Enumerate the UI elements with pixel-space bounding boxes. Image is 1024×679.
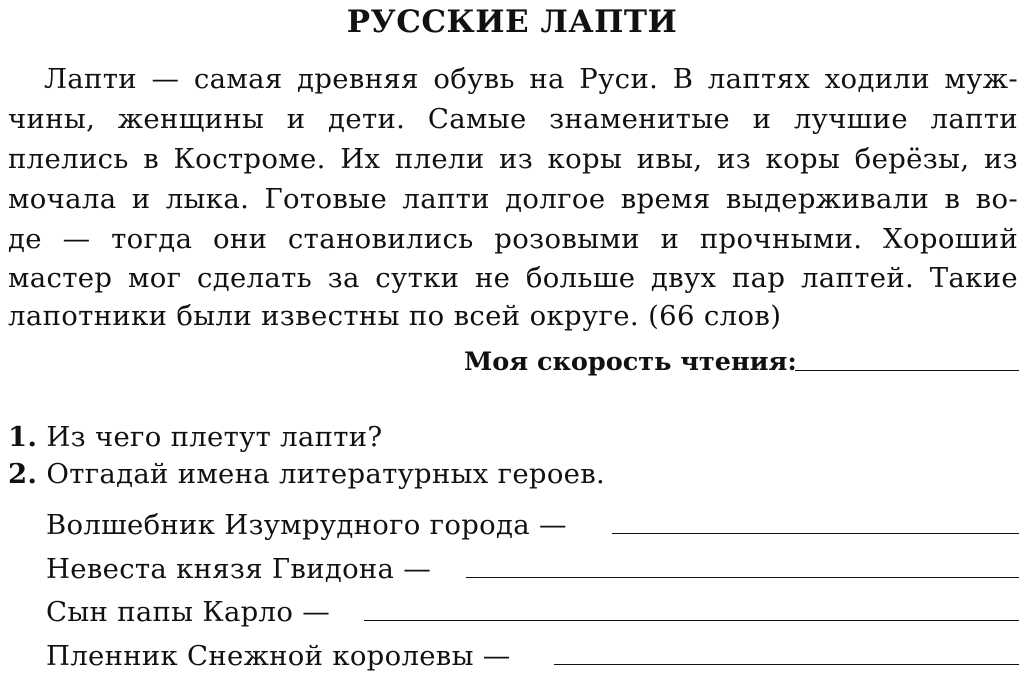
page-title: РУССКИЕ ЛАПТИ xyxy=(346,4,678,40)
hero-prompt: Невеста князя Гвидона — xyxy=(46,553,432,585)
question-text: Отгадай имена литературных героев. xyxy=(46,458,606,490)
hero-prompt: Сын папы Карло — xyxy=(46,596,331,628)
hero-prompt: Волшебник Изумрудного города — xyxy=(46,509,567,541)
paragraph-line: де — тогда они становились розовыми и прочными. Хороший xyxy=(8,223,1018,255)
paragraph-line: плелись в Костроме. Их плели из коры ивы, из коры берёзы, из xyxy=(8,143,1018,175)
hero-prompt: Пленник Снежной королевы — xyxy=(46,640,511,672)
paragraph-line: мочала и лыка. Готовые лапти долгое время выдерживали в во- xyxy=(8,183,1018,215)
paragraph-line: мастер мог сделать за сутки не больше двух пар лаптей. Такие xyxy=(8,262,1018,294)
paragraph-line: Лапти — самая древняя обувь на Руси. В лаптях ходили муж- xyxy=(44,63,1018,95)
question-number: 2. xyxy=(8,458,38,490)
question-number: 1. xyxy=(8,421,38,453)
paragraph-line: чины, женщины и дети. Самые знаменитые и лучшие лапти xyxy=(8,103,1018,135)
paragraph-line-last: лапотники были известны по всей округе. (66 слов) xyxy=(8,300,782,332)
hero-answer-line[interactable] xyxy=(364,620,1019,621)
question-1 xyxy=(8,419,382,455)
hero-answer-line[interactable] xyxy=(612,533,1019,534)
question-2 xyxy=(8,456,605,492)
reading-speed-answer-line[interactable] xyxy=(795,370,1019,371)
hero-answer-line[interactable] xyxy=(554,664,1019,665)
hero-answer-line[interactable] xyxy=(466,577,1019,578)
question-text: Из чего плетут лапти? xyxy=(46,421,383,453)
reading-speed-label: Моя скорость чтения: xyxy=(464,347,797,377)
